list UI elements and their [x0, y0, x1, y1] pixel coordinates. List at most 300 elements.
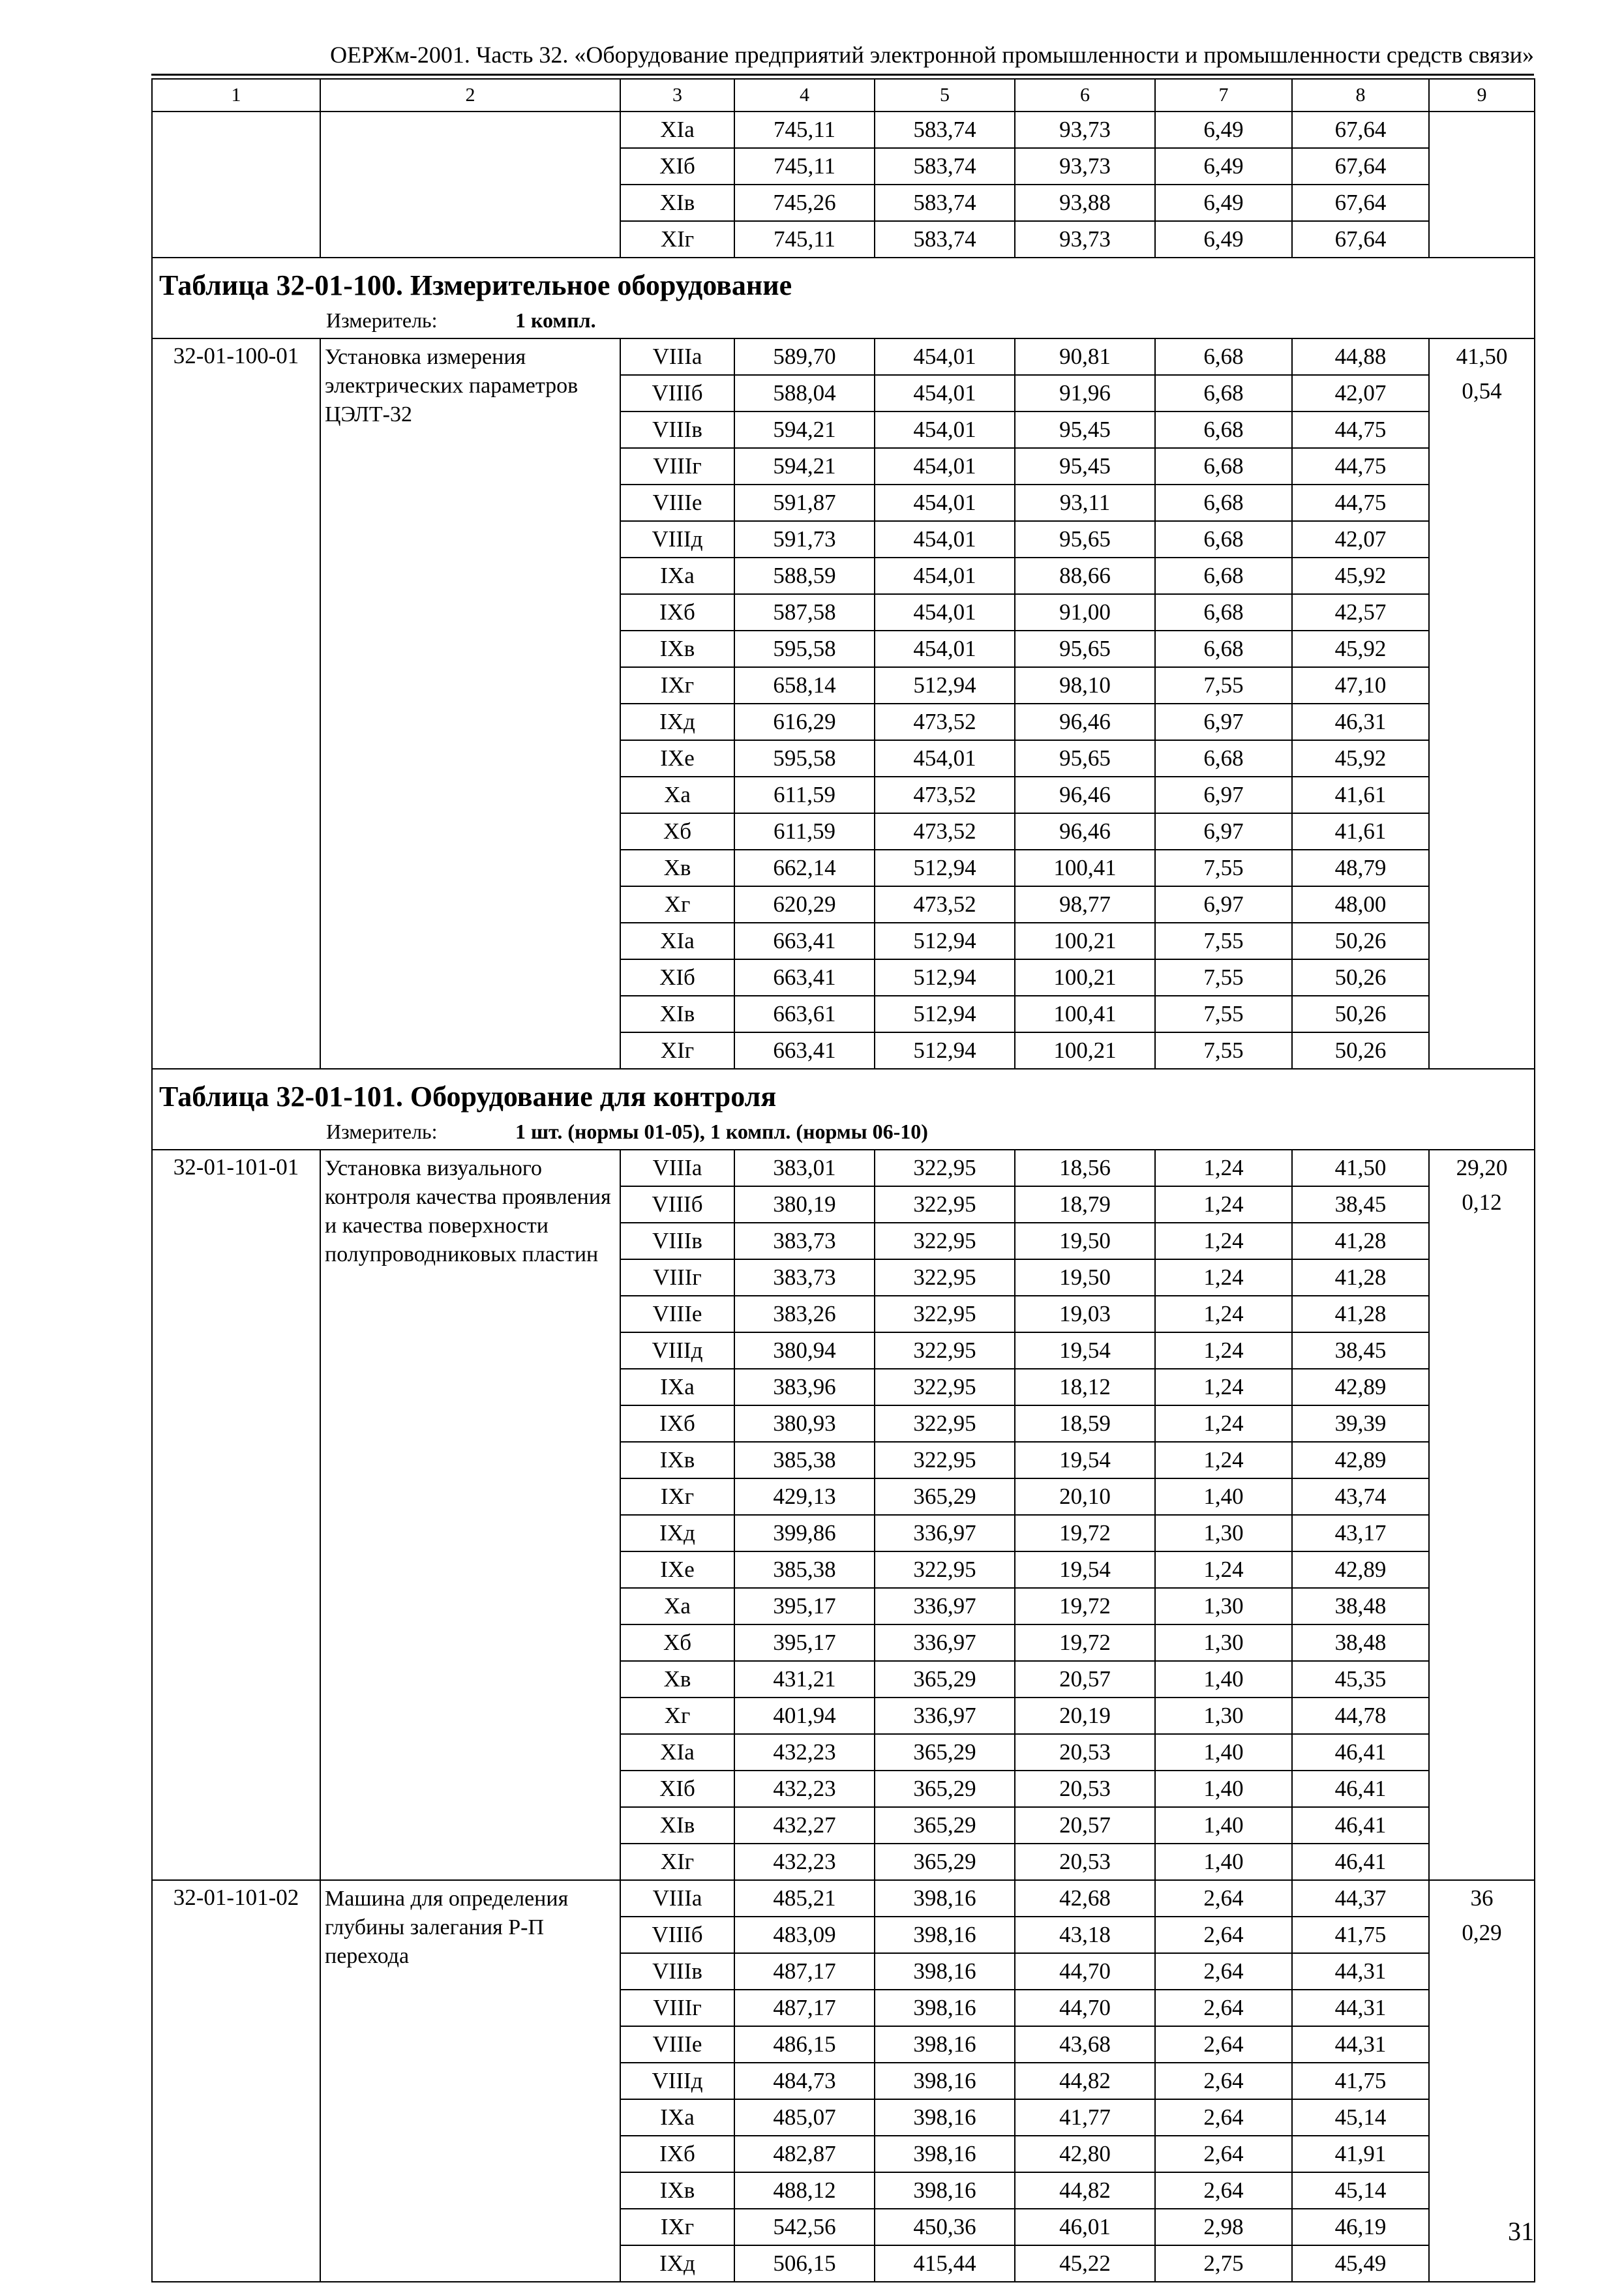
table-cell: 398,16 — [875, 2172, 1015, 2209]
table-cell: 322,95 — [875, 1442, 1015, 1478]
table-cell: 383,96 — [734, 1369, 875, 1405]
table-cell: 1,30 — [1155, 1515, 1292, 1551]
table-cell: 67,64 — [1292, 221, 1429, 258]
table-cell: 91,00 — [1015, 594, 1155, 631]
table-cell: 90,81 — [1015, 338, 1155, 375]
table-cell: 1,40 — [1155, 1478, 1292, 1515]
table-cell: 620,29 — [734, 886, 875, 923]
table-cell: 482,87 — [734, 2136, 875, 2172]
table-cell: 18,59 — [1015, 1405, 1155, 1442]
table-cell: 42,57 — [1292, 594, 1429, 631]
table-cell: 594,21 — [734, 411, 875, 448]
table-cell: 44,70 — [1015, 1990, 1155, 2026]
table-cell: 385,38 — [734, 1551, 875, 1588]
table-row — [152, 338, 1535, 375]
col9-value-a: 41,50 — [1456, 344, 1508, 369]
table-cell: 365,29 — [875, 1734, 1015, 1771]
col9-value-b: 0,54 — [1462, 378, 1502, 404]
table-cell: 6,97 — [1155, 813, 1292, 850]
table-cell: 2,64 — [1155, 1917, 1292, 1953]
table-cell: 395,17 — [734, 1624, 875, 1661]
table-cell: XIб — [620, 959, 734, 996]
table-cell: 398,16 — [875, 2099, 1015, 2136]
table-cell: 46,41 — [1292, 1844, 1429, 1880]
table-cell: 6,97 — [1155, 886, 1292, 923]
table-cell: 454,01 — [875, 411, 1015, 448]
table-cell: 1,24 — [1155, 1150, 1292, 1186]
table-cell: 322,95 — [875, 1259, 1015, 1296]
table-cell: Xг — [620, 886, 734, 923]
column-number: 1 — [152, 79, 320, 112]
table-cell: 88,66 — [1015, 558, 1155, 594]
table-cell: 46,31 — [1292, 704, 1429, 740]
table-cell: 41,28 — [1292, 1223, 1429, 1259]
table-cell: 93,11 — [1015, 485, 1155, 521]
table-cell: IXб — [620, 594, 734, 631]
table-cell: 45,92 — [1292, 631, 1429, 667]
table-cell: 6,49 — [1155, 221, 1292, 258]
table-cell: 19,72 — [1015, 1588, 1155, 1624]
measure-label: Измеритель: — [326, 1120, 438, 1143]
table-cell: 20,57 — [1015, 1807, 1155, 1844]
table-cell: 365,29 — [875, 1478, 1015, 1515]
table-cell: Xа — [620, 1588, 734, 1624]
column-numbers-row — [152, 79, 1535, 112]
code-cell — [152, 112, 320, 258]
table-cell: VIIIд — [620, 521, 734, 558]
table-cell: 745,26 — [734, 185, 875, 221]
table-cell: 399,86 — [734, 1515, 875, 1551]
table-cell: 6,97 — [1155, 777, 1292, 813]
table-cell: 46,41 — [1292, 1771, 1429, 1807]
table-cell: 454,01 — [875, 338, 1015, 375]
table-cell: 45,92 — [1292, 740, 1429, 777]
table-cell: 383,01 — [734, 1150, 875, 1186]
table-cell: 19,54 — [1015, 1551, 1155, 1588]
table-cell: 100,21 — [1015, 959, 1155, 996]
table-cell: 1,24 — [1155, 1369, 1292, 1405]
table-body — [152, 79, 1535, 2282]
table-cell: 322,95 — [875, 1223, 1015, 1259]
table-cell: 95,65 — [1015, 631, 1155, 667]
table-cell: Xа — [620, 777, 734, 813]
table-cell: 454,01 — [875, 631, 1015, 667]
column-number: 4 — [734, 79, 875, 112]
col9-value-a: 36 — [1470, 1885, 1494, 1911]
table-cell: 616,29 — [734, 704, 875, 740]
col9-cell — [1429, 112, 1535, 258]
table-cell: 1,24 — [1155, 1259, 1292, 1296]
table-cell: XIв — [620, 1807, 734, 1844]
table-cell: 41,61 — [1292, 813, 1429, 850]
table-cell: 454,01 — [875, 594, 1015, 631]
table-cell: IXе — [620, 740, 734, 777]
table-cell: 46,41 — [1292, 1807, 1429, 1844]
table-row — [152, 1150, 1535, 1186]
table-cell: 663,41 — [734, 923, 875, 959]
table-cell: 383,73 — [734, 1223, 875, 1259]
table-cell: 7,55 — [1155, 850, 1292, 886]
table-cell: 93,73 — [1015, 112, 1155, 148]
table-cell: 429,13 — [734, 1478, 875, 1515]
table-cell: 67,64 — [1292, 112, 1429, 148]
table-cell: IXа — [620, 558, 734, 594]
table-cell: 745,11 — [734, 221, 875, 258]
table-cell: VIIIа — [620, 1150, 734, 1186]
table-cell: 95,65 — [1015, 740, 1155, 777]
table-cell: IXг — [620, 667, 734, 704]
section-header — [152, 258, 1535, 338]
table-cell: 42,89 — [1292, 1442, 1429, 1478]
norms-table — [151, 78, 1535, 2282]
table-cell: 100,21 — [1015, 1032, 1155, 1069]
measure-line — [159, 1118, 1527, 1145]
table-cell: 93,73 — [1015, 221, 1155, 258]
table-cell: VIIIв — [620, 411, 734, 448]
table-cell: 336,97 — [875, 1588, 1015, 1624]
table-cell: 50,26 — [1292, 1032, 1429, 1069]
table-cell: 67,64 — [1292, 185, 1429, 221]
table-cell: 583,74 — [875, 112, 1015, 148]
table-cell: 41,50 — [1292, 1150, 1429, 1186]
table-cell: 42,89 — [1292, 1369, 1429, 1405]
table-cell: 483,09 — [734, 1917, 875, 1953]
table-cell: 336,97 — [875, 1515, 1015, 1551]
table-cell: 595,58 — [734, 740, 875, 777]
table-cell: 44,75 — [1292, 448, 1429, 485]
measure-value: 1 компл. — [515, 308, 596, 332]
table-cell: 454,01 — [875, 375, 1015, 411]
table-cell: 322,95 — [875, 1405, 1015, 1442]
table-cell: 100,21 — [1015, 923, 1155, 959]
table-cell: 1,30 — [1155, 1588, 1292, 1624]
table-cell: IXг — [620, 1478, 734, 1515]
table-cell: 47,10 — [1292, 667, 1429, 704]
col9-value-a: 29,20 — [1456, 1155, 1508, 1180]
table-cell: 488,12 — [734, 2172, 875, 2209]
table-cell: 96,46 — [1015, 704, 1155, 740]
table-cell: 658,14 — [734, 667, 875, 704]
table-cell: 6,68 — [1155, 558, 1292, 594]
table-cell: 41,28 — [1292, 1259, 1429, 1296]
table-cell: VIIIв — [620, 1223, 734, 1259]
table-cell: Xб — [620, 813, 734, 850]
table-cell: 485,07 — [734, 2099, 875, 2136]
table-cell: 41,75 — [1292, 1917, 1429, 1953]
table-cell: 432,23 — [734, 1844, 875, 1880]
name-cell — [320, 112, 620, 258]
table-cell: 38,45 — [1292, 1332, 1429, 1369]
table-cell: 512,94 — [875, 923, 1015, 959]
table-cell: 322,95 — [875, 1369, 1015, 1405]
table-cell: 662,14 — [734, 850, 875, 886]
table-cell: VIIIг — [620, 1990, 734, 2026]
table-cell: 95,45 — [1015, 411, 1155, 448]
table-cell: 44,82 — [1015, 2172, 1155, 2209]
table-cell: 41,75 — [1292, 2063, 1429, 2099]
table-cell: 2,75 — [1155, 2245, 1292, 2282]
table-cell: 398,16 — [875, 2136, 1015, 2172]
table-cell: IXб — [620, 2136, 734, 2172]
table-cell: 589,70 — [734, 338, 875, 375]
table-cell: 336,97 — [875, 1624, 1015, 1661]
table-cell: 512,94 — [875, 959, 1015, 996]
table-cell: 1,24 — [1155, 1551, 1292, 1588]
table-cell: VIIIе — [620, 2026, 734, 2063]
table-cell: VIIIа — [620, 338, 734, 375]
column-number: 2 — [320, 79, 620, 112]
table-cell: 512,94 — [875, 1032, 1015, 1069]
table-cell: 6,97 — [1155, 704, 1292, 740]
table-cell: 663,41 — [734, 1032, 875, 1069]
table-cell: 542,56 — [734, 2209, 875, 2245]
table-cell: IXа — [620, 2099, 734, 2136]
table-cell: 45,22 — [1015, 2245, 1155, 2282]
table-cell: 45,92 — [1292, 558, 1429, 594]
table-cell: 2,64 — [1155, 1880, 1292, 1917]
table-cell: 50,26 — [1292, 923, 1429, 959]
table-cell: 398,16 — [875, 1880, 1015, 1917]
col9-value-b: 0,29 — [1462, 1920, 1502, 1945]
col9-value-b: 0,12 — [1462, 1189, 1502, 1215]
table-cell: 45,14 — [1292, 2172, 1429, 2209]
table-cell: 506,15 — [734, 2245, 875, 2282]
column-number: 5 — [875, 79, 1015, 112]
table-cell: 401,94 — [734, 1698, 875, 1734]
table-cell: 383,73 — [734, 1259, 875, 1296]
table-cell: 1,24 — [1155, 1405, 1292, 1442]
table-cell: 96,46 — [1015, 813, 1155, 850]
table-cell: 385,38 — [734, 1442, 875, 1478]
table-cell: 20,53 — [1015, 1734, 1155, 1771]
table-cell: IXе — [620, 1551, 734, 1588]
table-cell: 45,14 — [1292, 2099, 1429, 2136]
norm-name: Машина для определения глубины залегания Р-П перехода — [320, 1880, 620, 2282]
table-cell: 20,19 — [1015, 1698, 1155, 1734]
table-cell: 398,16 — [875, 1990, 1015, 2026]
table-cell: 454,01 — [875, 485, 1015, 521]
table-cell: 45,49 — [1292, 2245, 1429, 2282]
table-cell: 454,01 — [875, 740, 1015, 777]
table-cell: 1,40 — [1155, 1771, 1292, 1807]
table-cell: 487,17 — [734, 1953, 875, 1990]
table-cell: 46,41 — [1292, 1734, 1429, 1771]
table-cell: 380,94 — [734, 1332, 875, 1369]
table-cell: 322,95 — [875, 1150, 1015, 1186]
table-cell: 473,52 — [875, 813, 1015, 850]
table-cell: 398,16 — [875, 2063, 1015, 2099]
table-cell: VIIIб — [620, 1186, 734, 1223]
table-cell: 432,23 — [734, 1771, 875, 1807]
table-cell: 380,93 — [734, 1405, 875, 1442]
table-cell: 91,96 — [1015, 375, 1155, 411]
table-cell: IXв — [620, 631, 734, 667]
table-cell: 1,30 — [1155, 1624, 1292, 1661]
norm-name: Установка измерения электрических параметров ЦЭЛТ-32 — [320, 338, 620, 1069]
table-cell: 486,15 — [734, 2026, 875, 2063]
table-cell: Xб — [620, 1624, 734, 1661]
table-cell: 42,89 — [1292, 1551, 1429, 1588]
table-cell: 2,64 — [1155, 2026, 1292, 2063]
column-number: 9 — [1429, 79, 1535, 112]
table-cell: VIIIб — [620, 1917, 734, 1953]
table-cell: 7,55 — [1155, 923, 1292, 959]
table-cell: 1,24 — [1155, 1223, 1292, 1259]
table-cell: 395,17 — [734, 1588, 875, 1624]
table-cell: 485,21 — [734, 1880, 875, 1917]
table-cell: 41,77 — [1015, 2099, 1155, 2136]
table-row — [152, 1880, 1535, 1917]
table-cell: 6,49 — [1155, 185, 1292, 221]
table-cell: 454,01 — [875, 448, 1015, 485]
col9-cell — [1429, 338, 1535, 1069]
table-cell: 6,68 — [1155, 375, 1292, 411]
table-cell: VIIIа — [620, 1880, 734, 1917]
table-cell: 45,35 — [1292, 1661, 1429, 1698]
table-cell: 19,03 — [1015, 1296, 1155, 1332]
measure-label: Измеритель: — [326, 308, 438, 332]
table-cell: 7,55 — [1155, 959, 1292, 996]
table-cell: 611,59 — [734, 813, 875, 850]
table-cell: IXб — [620, 1405, 734, 1442]
section-title: Таблица 32-01-101. Оборудование для контроля — [159, 1081, 777, 1113]
table-cell: 473,52 — [875, 704, 1015, 740]
table-cell: 44,31 — [1292, 1990, 1429, 2026]
table-cell: VIIIе — [620, 1296, 734, 1332]
table-cell: 1,40 — [1155, 1844, 1292, 1880]
table-cell: 6,68 — [1155, 338, 1292, 375]
table-cell: 43,18 — [1015, 1917, 1155, 1953]
column-number: 6 — [1015, 79, 1155, 112]
table-cell: 611,59 — [734, 777, 875, 813]
table-cell: 19,72 — [1015, 1515, 1155, 1551]
table-cell: 44,31 — [1292, 2026, 1429, 2063]
table-cell: 398,16 — [875, 1953, 1015, 1990]
page-number: 31 — [1508, 2217, 1534, 2246]
table-cell: 322,95 — [875, 1332, 1015, 1369]
table-cell: 487,17 — [734, 1990, 875, 2026]
table-cell: 380,19 — [734, 1186, 875, 1223]
table-cell: 583,74 — [875, 185, 1015, 221]
table-cell: 595,58 — [734, 631, 875, 667]
table-cell: 42,80 — [1015, 2136, 1155, 2172]
table-cell: 98,10 — [1015, 667, 1155, 704]
table-cell: IXд — [620, 2245, 734, 2282]
table-cell: 336,97 — [875, 1698, 1015, 1734]
table-cell: 19,72 — [1015, 1624, 1155, 1661]
section-header-row — [152, 258, 1535, 338]
table-cell: VIIIв — [620, 1953, 734, 1990]
table-cell: 322,95 — [875, 1186, 1015, 1223]
table-cell: 43,68 — [1015, 2026, 1155, 2063]
table-cell: XIа — [620, 923, 734, 959]
table-cell: 43,17 — [1292, 1515, 1429, 1551]
column-number: 7 — [1155, 79, 1292, 112]
table-cell: 18,79 — [1015, 1186, 1155, 1223]
table-cell: 6,68 — [1155, 594, 1292, 631]
table-cell: 44,75 — [1292, 411, 1429, 448]
table-cell: 2,98 — [1155, 2209, 1292, 2245]
table-cell: 19,54 — [1015, 1442, 1155, 1478]
table-cell: 46,01 — [1015, 2209, 1155, 2245]
table-cell: XIб — [620, 148, 734, 185]
table-cell: 512,94 — [875, 996, 1015, 1032]
table-cell: 38,48 — [1292, 1624, 1429, 1661]
col9-cell — [1429, 1150, 1535, 1880]
norm-code: 32-01-101-02 — [152, 1880, 320, 2282]
table-cell: XIа — [620, 1734, 734, 1771]
table-cell: 322,95 — [875, 1551, 1015, 1588]
table-cell: 432,27 — [734, 1807, 875, 1844]
table-cell: 583,74 — [875, 148, 1015, 185]
column-number: 3 — [620, 79, 734, 112]
table-cell: 48,00 — [1292, 886, 1429, 923]
table-cell: 6,68 — [1155, 411, 1292, 448]
table-cell: 50,26 — [1292, 959, 1429, 996]
measure-line — [159, 307, 1527, 334]
table-cell: 95,45 — [1015, 448, 1155, 485]
table-cell: 322,95 — [875, 1296, 1015, 1332]
norm-name: Установка визуального контроля качества проявления и качества поверхности полупроводниковых пластин — [320, 1150, 620, 1880]
table-cell: VIIIг — [620, 1259, 734, 1296]
table-cell: 2,64 — [1155, 2136, 1292, 2172]
section-title: Таблица 32-01-100. Измерительное оборудование — [159, 269, 792, 301]
column-number: 8 — [1292, 79, 1429, 112]
table-cell: 18,12 — [1015, 1369, 1155, 1405]
table-cell: 6,68 — [1155, 521, 1292, 558]
table-cell: XIа — [620, 112, 734, 148]
table-cell: 1,30 — [1155, 1698, 1292, 1734]
table-cell: Xв — [620, 1661, 734, 1698]
table-cell: 6,49 — [1155, 148, 1292, 185]
table-cell: 2,64 — [1155, 2063, 1292, 2099]
table-cell: 591,87 — [734, 485, 875, 521]
table-cell: XIв — [620, 996, 734, 1032]
table-cell: 100,41 — [1015, 996, 1155, 1032]
table-cell: Xв — [620, 850, 734, 886]
table-cell: 67,64 — [1292, 148, 1429, 185]
table-cell: 43,74 — [1292, 1478, 1429, 1515]
table-cell: 44,70 — [1015, 1953, 1155, 1990]
table-cell: VIIIе — [620, 485, 734, 521]
table-cell: 44,78 — [1292, 1698, 1429, 1734]
table-cell: VIIIб — [620, 375, 734, 411]
table-cell: 1,24 — [1155, 1186, 1292, 1223]
table-cell: XIв — [620, 185, 734, 221]
table-cell: 2,64 — [1155, 1953, 1292, 1990]
table-cell: 44,31 — [1292, 1953, 1429, 1990]
table-cell: 6,68 — [1155, 485, 1292, 521]
table-cell: 587,58 — [734, 594, 875, 631]
table-cell: 745,11 — [734, 148, 875, 185]
table-cell: 588,59 — [734, 558, 875, 594]
table-cell: 42,07 — [1292, 375, 1429, 411]
table-cell: Xг — [620, 1698, 734, 1734]
norm-code: 32-01-101-01 — [152, 1150, 320, 1880]
table-cell: 365,29 — [875, 1807, 1015, 1844]
table-cell: 46,19 — [1292, 2209, 1429, 2245]
table-cell: VIIIг — [620, 448, 734, 485]
section-header — [152, 1069, 1535, 1150]
table-cell: 1,24 — [1155, 1296, 1292, 1332]
table-cell: 44,82 — [1015, 2063, 1155, 2099]
table-cell: 6,68 — [1155, 631, 1292, 667]
table-cell: VIIIд — [620, 1332, 734, 1369]
section-header-row — [152, 1069, 1535, 1150]
table-cell: 454,01 — [875, 521, 1015, 558]
table-cell: 432,23 — [734, 1734, 875, 1771]
table-cell: IXв — [620, 2172, 734, 2209]
